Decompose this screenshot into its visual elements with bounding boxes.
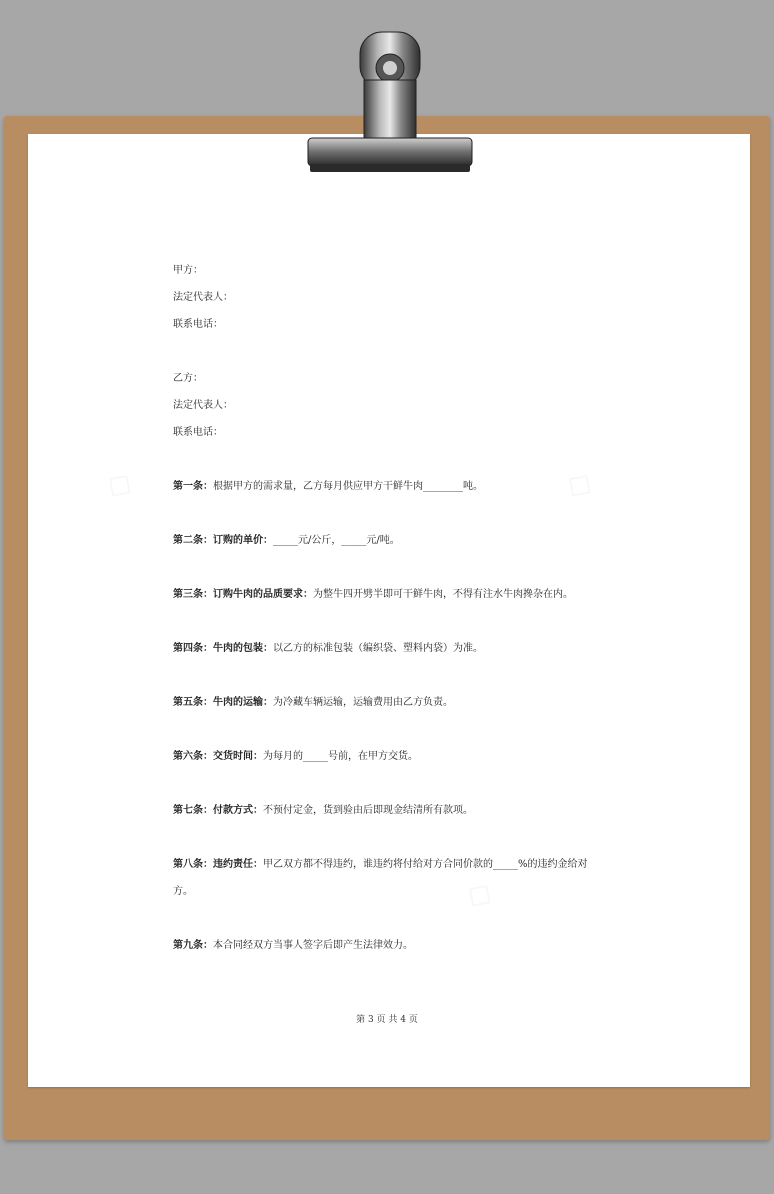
party-b-rep-label: 法定代表人： [173, 400, 233, 411]
article-8-continued: 方。 [173, 886, 193, 897]
watermark [99, 460, 143, 508]
party-a-rep-label: 法定代表人： [173, 292, 233, 303]
watermark [459, 870, 503, 918]
article-5: 第五条：牛肉的运输：为冷藏车辆运输，运输费用由乙方负责。 [173, 697, 453, 708]
party-b-label: 乙方： [173, 373, 203, 384]
page-number: 第 3 页 共 4 页 [356, 1015, 418, 1025]
article-6: 第六条：交货时间：为每月的_____号前，在甲方交货。 [173, 751, 418, 762]
article-8: 第八条：违约责任：甲乙双方都不得违约，谁违约将付给对方合同价款的_____%的违约金给对 [173, 859, 588, 870]
article-1: 第一条：根据甲方的需求量，乙方每月供应甲方干鲜牛肉________吨。 [173, 481, 483, 492]
article-9: 第九条：本合同经双方当事人签字后即产生法律效力。 [173, 940, 413, 951]
binder-clip-icon [300, 24, 480, 180]
party-a-phone-label: 联系电话： [173, 319, 223, 330]
article-4: 第四条：牛肉的包装：以乙方的标准包装（编织袋、塑料内袋）为准。 [173, 643, 483, 654]
party-a-label: 甲方： [173, 265, 203, 276]
article-7: 第七条：付款方式：不预付定金，货到验由后即现金结清所有款项。 [173, 805, 473, 816]
watermark [559, 460, 603, 508]
article-2: 第二条：订购的单价：_____元/公斤，_____元/吨。 [173, 535, 400, 546]
article-3: 第三条：订购牛肉的品质要求：为整牛四开劈半即可干鲜牛肉，不得有注水牛肉搀杂在内。 [173, 589, 573, 600]
party-b-phone-label: 联系电话： [173, 427, 223, 438]
